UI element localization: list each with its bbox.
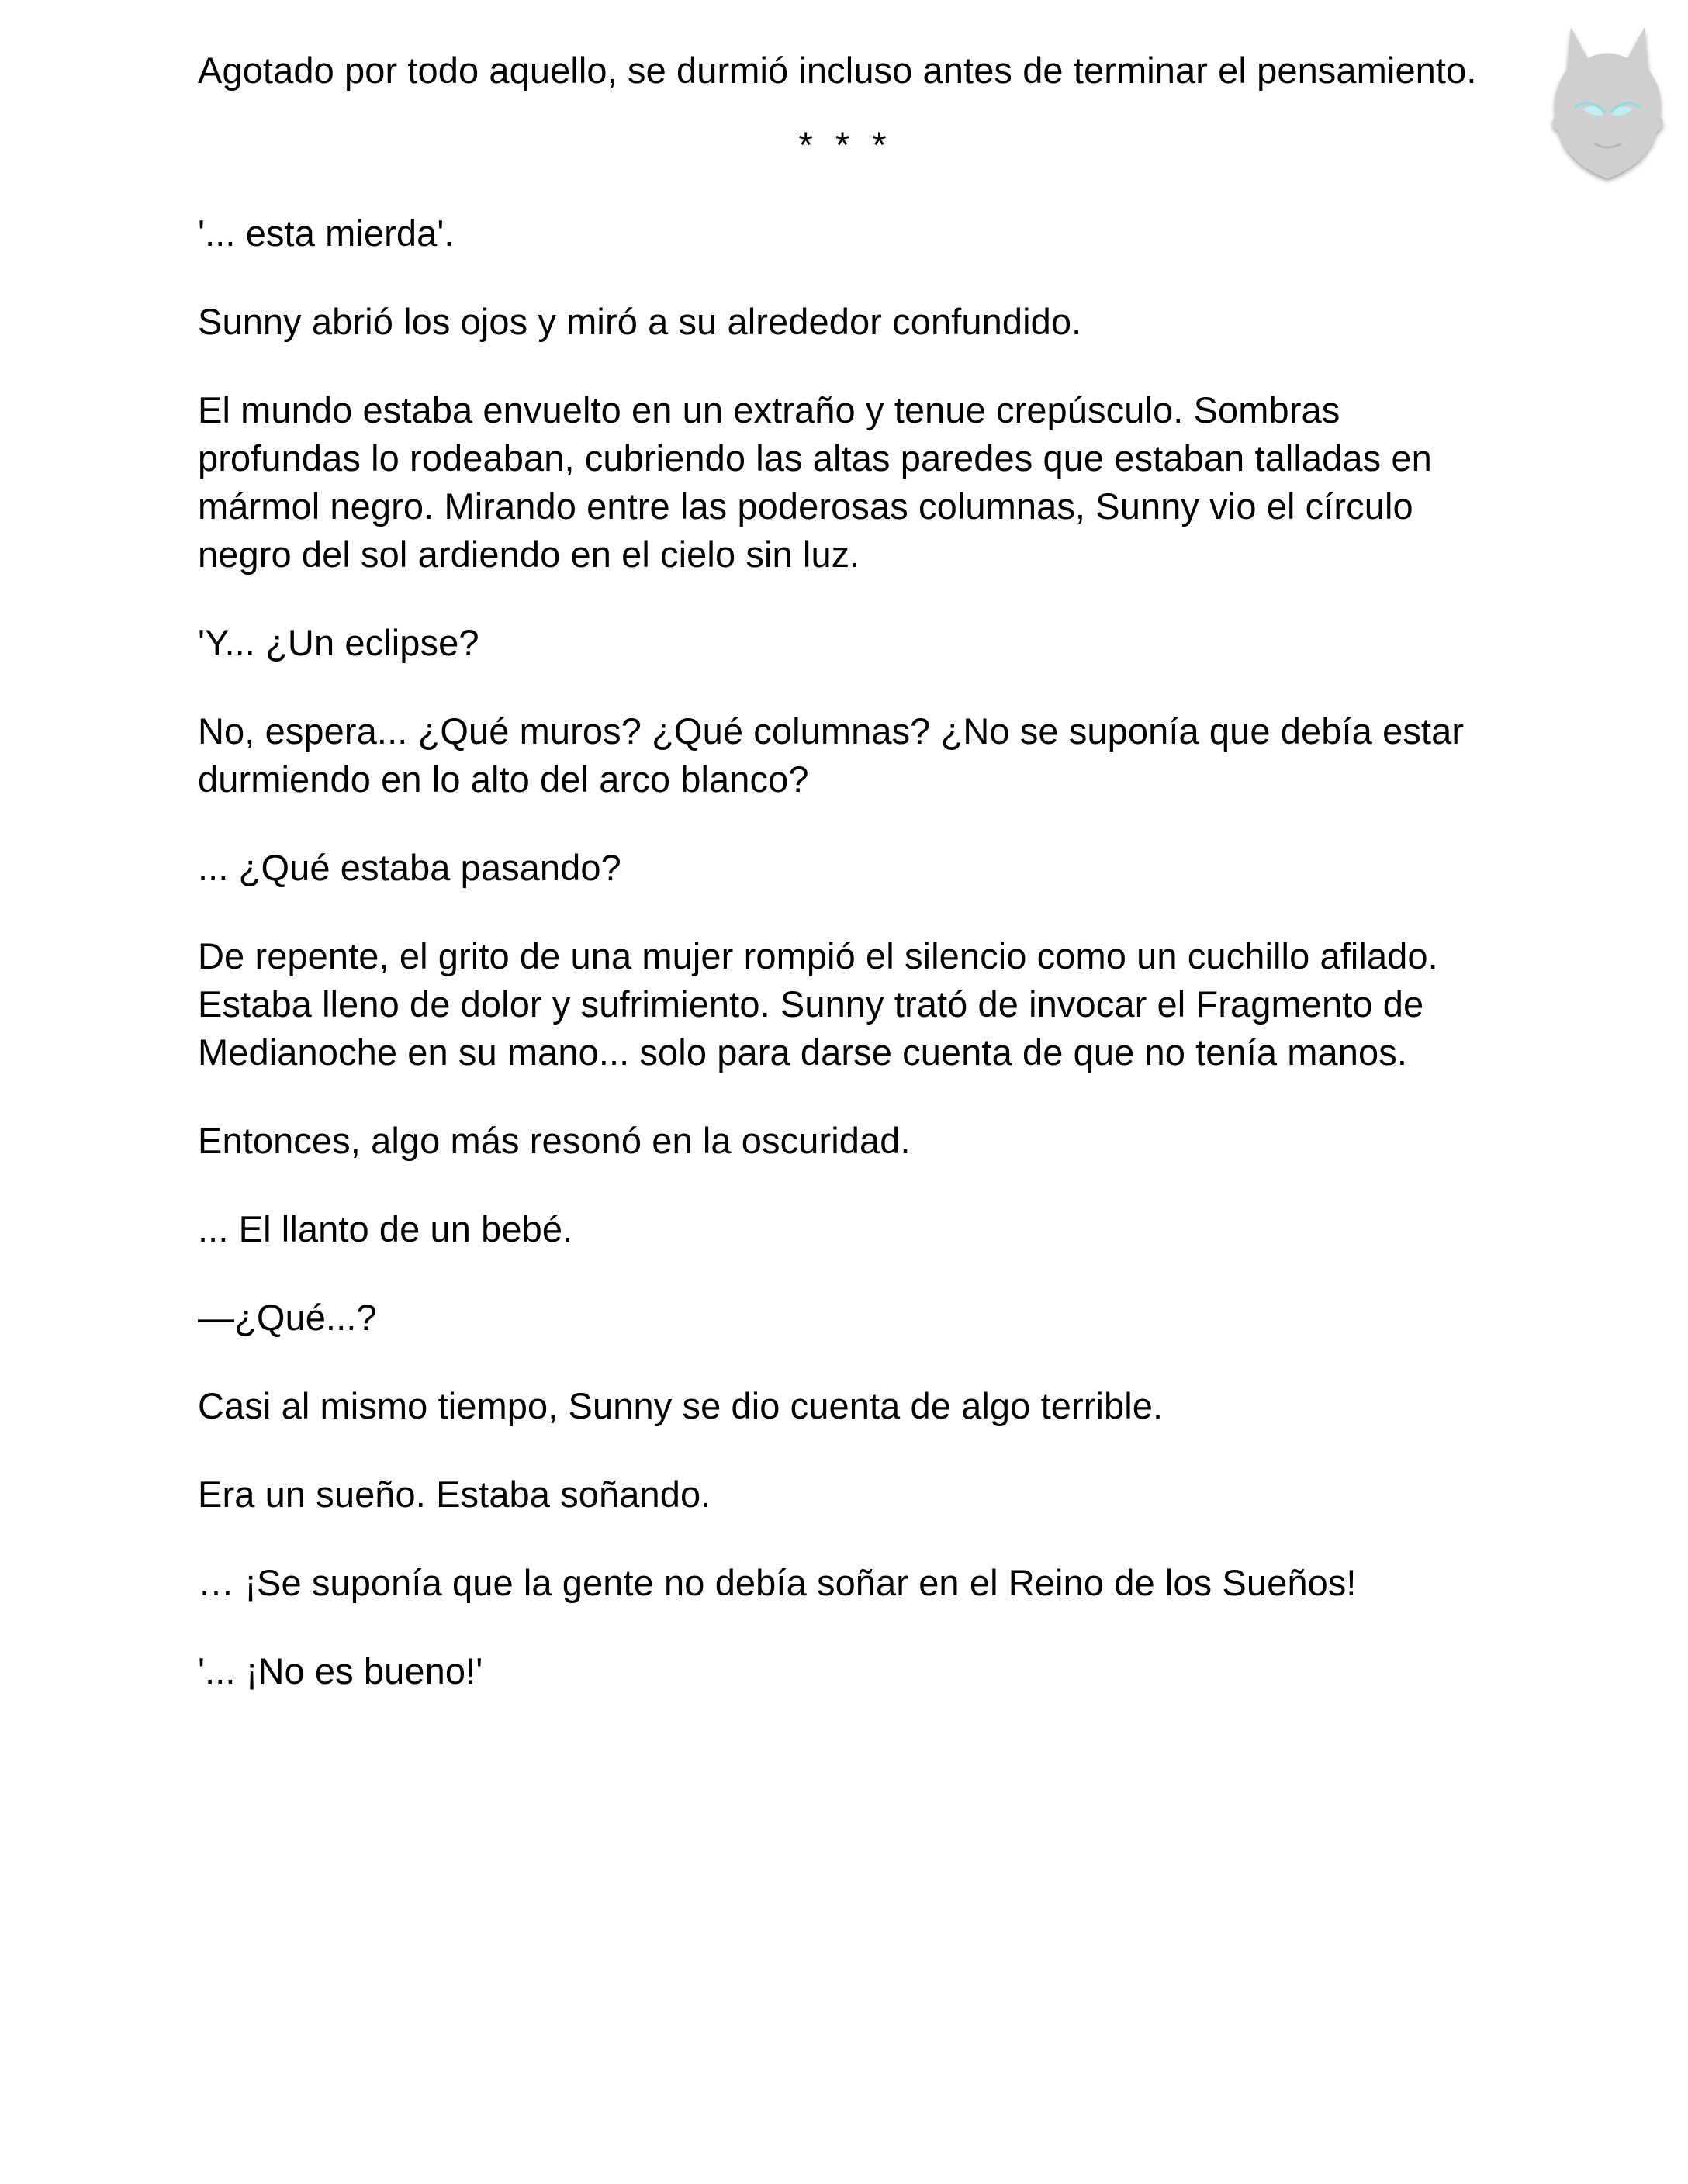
paragraph: El mundo estaba envuelto en un extraño y tenue crepúsculo. Sombras profundas lo rodeaban, cubriendo las altas paredes que estaban talladas en mármol negro. Mirando entre las poderosas columnas, Sunny vio el círculo negro del sol ardiendo en el cielo sin luz. (198, 389, 1432, 575)
paragraph: Casi al mismo tiempo, Sunny se dio cuenta de algo terrible. (198, 1385, 1164, 1426)
paragraph: '... esta mierda'. (198, 213, 455, 254)
paragraph: ... ¿Qué estaba pasando? (198, 847, 621, 888)
paragraph: —¿Qué...? (198, 1297, 377, 1338)
paragraph: Era un sueño. Estaba soñando. (198, 1474, 711, 1515)
scene-separator: * * * (798, 124, 893, 165)
paragraph: No, espera... ¿Qué muros? ¿Qué columnas? ¿No se suponía que debía estar durmiendo en lo alto del arco blanco? (198, 710, 1465, 800)
paragraph: Agotado por todo aquello, se durmió incluso antes de terminar el pensamiento. (198, 50, 1477, 91)
paragraph: … ¡Se suponía que la gente no debía soñar en el Reino de los Sueños! (198, 1562, 1357, 1603)
paragraph: Sunny abrió los ojos y miró a su alrededor confundido. (198, 301, 1082, 342)
paragraph: De repente, el grito de una mujer rompió el silencio como un cuchillo afilado. Estaba lleno de dolor y sufrimiento. Sunny trató de invocar el Fragmento de Medianoche en su mano... solo para darse cuenta de que no tenía manos. (198, 935, 1438, 1073)
document-page (198, 47, 1486, 1736)
paragraph: ... El llanto de un bebé. (198, 1208, 573, 1249)
paragraph: 'Y... ¿Un eclipse? (198, 622, 479, 663)
paragraph: '... ¡No es bueno!' (198, 1650, 483, 1692)
paragraph: Entonces, algo más resonó en la oscuridad. (198, 1120, 911, 1161)
demon-head-icon (1540, 16, 1676, 190)
